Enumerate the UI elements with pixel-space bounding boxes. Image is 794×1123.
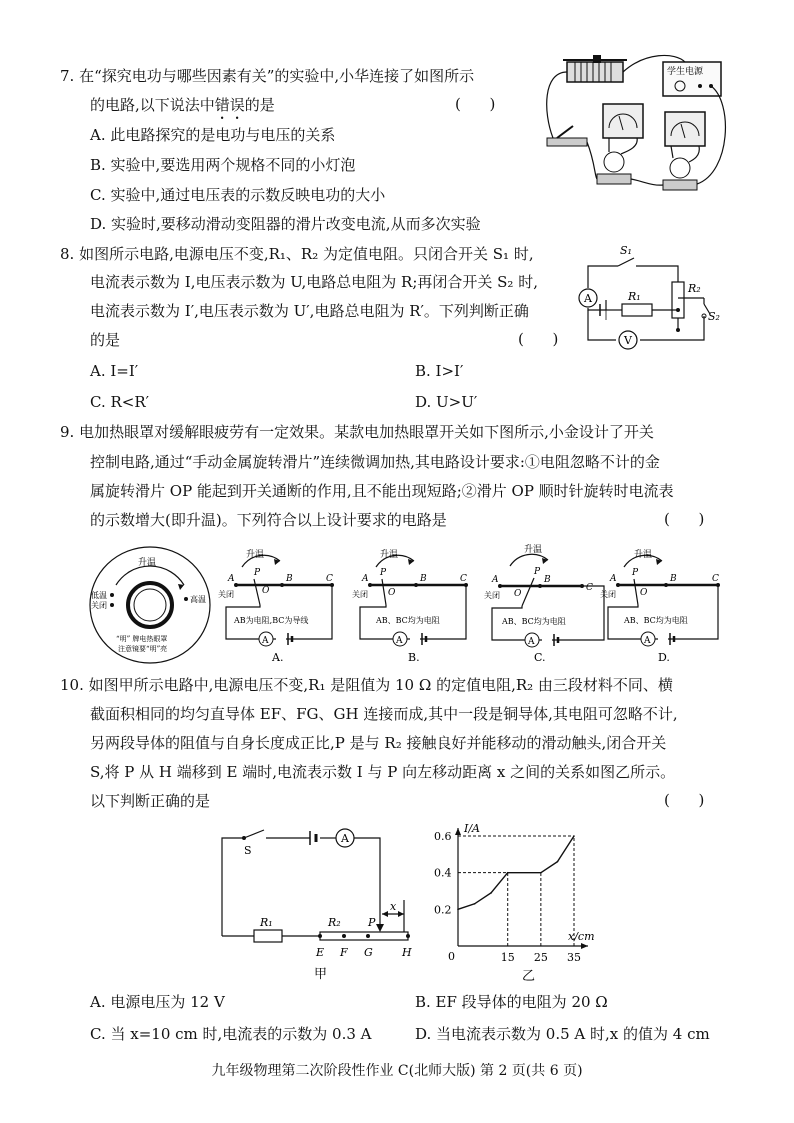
q7-stem-line2: 的电路,以下说法中错误的是: [90, 96, 275, 114]
q10-s-label: S: [244, 844, 252, 857]
q8-option-d: D. U>U′: [415, 393, 478, 411]
svg-text:升温: 升温: [634, 550, 653, 560]
svg-text:P: P: [534, 567, 541, 577]
q9-option-d-label: D.: [658, 651, 670, 664]
chart-point-3: [507, 872, 509, 874]
q8-s2-label: S₂: [708, 310, 720, 323]
q10-p-label: P: [368, 916, 376, 929]
q9-dial-left2: 关闭: [91, 601, 107, 610]
q9-option-a-figure: [216, 545, 346, 669]
chart-point-2: [490, 892, 492, 894]
q7-stem-line1: 7. 在“探究电功与哪些因素有关”的实验中,小华连接了如图所示: [60, 67, 475, 85]
svg-text:B: B: [544, 575, 551, 585]
chart-caption: 乙: [522, 969, 536, 984]
q10-jia-circuit: [210, 818, 425, 983]
q7-option-c: C. 实验中,通过电压表的示数反映电功的大小: [90, 186, 386, 204]
q9-stem-line2: 控制电路,通过“手动金属旋转滑片”连续微调加热,其电路设计要求:①电阻忽略不计的金: [90, 453, 660, 471]
svg-text:升温: 升温: [524, 545, 543, 555]
chart-ylabel: I/A: [464, 822, 480, 835]
q9-dial-right: 高温: [190, 595, 206, 604]
svg-text:A: A: [610, 574, 617, 584]
q10-option-b: B. EF 段导体的电阻为 20 Ω: [415, 993, 608, 1011]
q7-answer-paren: ( ): [455, 95, 496, 113]
q10-answer-paren: ( ): [664, 791, 705, 809]
chart-x-tick-0: 15: [500, 951, 515, 964]
q9-stem-line1: 9. 电加热眼罩对缓解眼疲劳有一定效果。某款电加热眼罩开关如下图所示,小金设计了开关: [60, 423, 654, 441]
svg-text:B: B: [286, 574, 293, 584]
svg-text:A: A: [228, 574, 235, 584]
q9-dial-left1: 低温: [91, 591, 107, 600]
q10-option-d: D. 当电流表示数为 0.5 A 时,x 的值为 4 cm: [415, 1025, 710, 1043]
q10-ammeter-label: A: [341, 832, 349, 845]
svg-text:O: O: [514, 589, 522, 599]
chart-y-tick-1: 0.4: [434, 866, 452, 880]
svg-text:A: A: [396, 636, 403, 646]
svg-text:A: A: [262, 636, 269, 646]
chart-point-0: [457, 909, 459, 911]
q9-option-c-figure: [482, 540, 612, 669]
q8-stem-line4: 的是: [90, 331, 121, 349]
q10-stem-line1: 10. 如图甲所示电路中,电源电压不变,R₁ 是阻值为 10 Ω 的定值电阻,R₂ 由三段材料不同、横: [60, 676, 673, 694]
svg-text:升温: 升温: [246, 550, 265, 560]
q8-answer-paren: ( ): [518, 330, 559, 348]
q10-stem-line5: 以下判断正确的是: [90, 792, 211, 810]
svg-text:升温: 升温: [380, 550, 399, 560]
svg-text:关闭: 关闭: [484, 591, 500, 600]
chart-y-tick-0: 0.2: [434, 903, 452, 917]
chart-point-6: [573, 835, 575, 837]
q8-s1-label: S₁: [620, 244, 632, 257]
q8-option-c: C. R<R′: [90, 393, 150, 411]
svg-text:B: B: [670, 574, 677, 584]
page-footer: 九年级物理第二次阶段性作业 C(北师大版) 第 2 页(共 6 页): [211, 1063, 583, 1079]
chart-point-5: [557, 861, 559, 863]
q10-r1-label: R₁: [260, 916, 273, 929]
svg-text:C: C: [326, 574, 333, 584]
chart-x-tick-1: 25: [533, 951, 548, 964]
svg-text:O: O: [388, 588, 396, 598]
svg-text:B: B: [420, 574, 427, 584]
q7-option-b: B. 实验中,要选用两个规格不同的小灯泡: [90, 156, 356, 174]
svg-text:关闭: 关闭: [352, 590, 368, 599]
q9-option-c-desc: AB、BC均为电阻: [502, 617, 566, 626]
q8-voltmeter-label: V: [624, 334, 632, 347]
q9-dial-note2: 注意镜要“明”亮: [118, 645, 168, 653]
svg-text:A: A: [644, 636, 651, 646]
q9-option-b-figure: [350, 545, 480, 669]
svg-text:P: P: [632, 568, 639, 578]
svg-text:C: C: [586, 583, 593, 593]
q9-answer-paren: ( ): [664, 510, 705, 528]
q9-option-d-desc: AB、BC均为电阻: [624, 616, 688, 625]
q10-stem-line2: 截面积相同的均匀直导体 EF、FG、GH 连接而成,其中一段是铜导体,其电阻可忽略不计,: [90, 705, 678, 723]
q7-supply-label: 学生电源: [667, 67, 704, 77]
q8-circuit-figure: [570, 234, 730, 356]
svg-text:A: A: [362, 574, 369, 584]
q8-option-b: B. I>I′: [415, 362, 464, 380]
q10-e-label: E: [316, 946, 325, 959]
svg-text:C: C: [460, 574, 467, 584]
q9-dial-top: 升温: [138, 558, 157, 568]
q8-ammeter-label: A: [584, 292, 592, 305]
q9-option-d-figure: [598, 545, 728, 669]
q10-option-a: A. 电源电压为 12 V: [90, 993, 225, 1011]
q9-option-a-desc: AB为电阻,BC为导线: [234, 616, 309, 625]
q7-option-a: A. 此电路探究的是电功与电压的关系: [90, 126, 336, 144]
q9-option-b-desc: AB、BC均为电阻: [376, 616, 440, 625]
q10-option-c: C. 当 x=10 cm 时,电流表的示数为 0.3 A: [90, 1025, 372, 1043]
chart-xlabel: x/cm: [568, 930, 595, 943]
svg-text:A: A: [528, 637, 535, 647]
q10-f-label: F: [340, 946, 348, 959]
svg-text:C: C: [712, 574, 719, 584]
q10-jia-caption: 甲: [314, 967, 328, 982]
q9-stem-line3: 属旋转滑片 OP 能起到开关通断的作用,且不能出现短路;②滑片 OP 顺时针旋转时电流表: [90, 482, 674, 500]
svg-text:关闭: 关闭: [218, 590, 234, 599]
svg-text:O: O: [262, 586, 270, 596]
q9-option-a-label: A.: [272, 651, 284, 664]
chart-x-tick-2: 35: [567, 951, 581, 964]
q8-r2-label: R₂: [688, 282, 701, 295]
q9-dial-note1: “明” 牌电热眼罩: [116, 635, 168, 643]
q8-option-a: A. I=I′: [90, 362, 139, 380]
chart-point-4: [540, 872, 542, 874]
q10-stem-line3: 另两段导体的阻值与自身长度成正比,P 是与 R₂ 接触良好并能移动的滑动触头,闭合开关: [90, 734, 667, 752]
chart-origin: 0: [448, 950, 455, 963]
q7-emphasis: 错误: [214, 96, 245, 114]
q8-stem-line2: 电流表示数为 I,电压表示数为 U,电路总电阻为 R;再闭合开关 S₂ 时,: [90, 273, 538, 291]
q10-h-label: H: [402, 946, 412, 959]
chart-y-tick-2: 0.6: [434, 830, 452, 843]
chart-point-1: [474, 903, 476, 905]
q10-r2-label: R₂: [328, 916, 341, 929]
q9-option-c-label: C.: [534, 651, 546, 664]
q7-option-d: D. 实验时,要移动滑动变阻器的滑片改变电流,从而多次实验: [90, 215, 481, 233]
svg-text:P: P: [254, 568, 261, 578]
q8-stem-line3: 电流表示数为 I′,电压表示数为 U′,电路总电阻为 R′。下列判断正确: [90, 302, 529, 320]
svg-text:A: A: [492, 575, 499, 585]
q10-x-label: x: [390, 900, 397, 913]
svg-text:关闭: 关闭: [600, 590, 616, 599]
q9-stem-line4: 的示数增大(即升温)。下列符合以上设计要求的电路是: [90, 511, 447, 529]
q10-yi-chart: [430, 810, 600, 985]
q8-r1-label: R₁: [628, 290, 641, 303]
svg-text:P: P: [380, 568, 387, 578]
q7-apparatus-figure: [535, 52, 735, 202]
svg-text:O: O: [640, 588, 648, 598]
q10-g-label: G: [364, 946, 373, 959]
q8-stem-line1: 8. 如图所示电路,电源电压不变,R₁、R₂ 为定值电阻。只闭合开关 S₁ 时,: [60, 245, 534, 263]
q9-dial-figure: [88, 545, 212, 665]
q9-option-b-label: B.: [408, 651, 420, 664]
q10-stem-line4: S,将 P 从 H 端移到 E 端时,电流表示数 I 与 P 向左移动距离 x 之间的关系如图乙所示。: [90, 763, 676, 781]
